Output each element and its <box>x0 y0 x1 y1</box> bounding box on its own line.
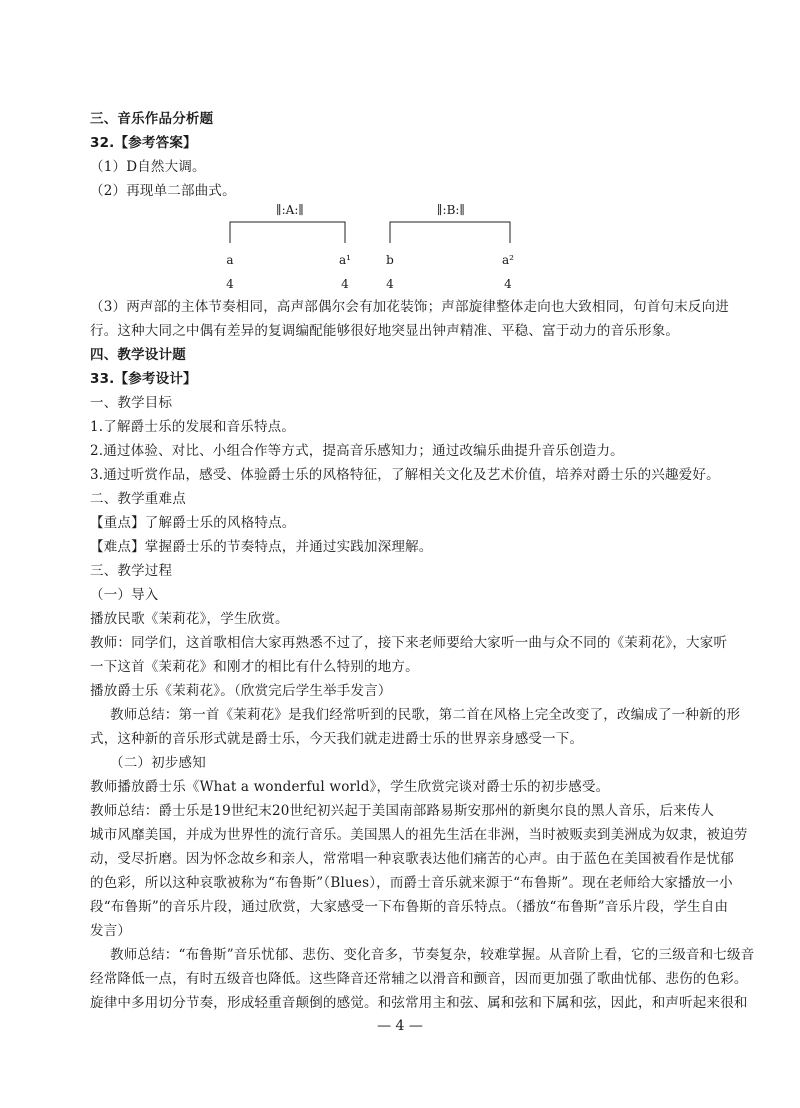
body-line: 动，受尽折磨。因为怀念故乡和亲人，常常唱一种哀歌表达他们痛苦的心声。由于蓝色在美国被看作是忧郁 <box>90 851 734 867</box>
body-line: 段“布鲁斯”的音乐片段，通过欣赏，大家感受一下布鲁斯的音乐特点。（播放“布鲁斯”音乐片段，学生自由 <box>90 899 729 915</box>
bar-count: 4 <box>386 277 394 291</box>
goal-line: 2.通过体验、对比、小组合作等方式，提高音乐感知力；通过改编乐曲提升音乐创造力。 <box>90 443 624 459</box>
key-point-line: 【重点】了解爵士乐的风格特点。 <box>90 515 296 531</box>
form-diagram <box>200 195 540 300</box>
body-line: 经常降低一点，有时五级音也降低。这些降音还常辅之以滑音和颤音，因而更加强了歌曲忧郁、悲伤的色彩。 <box>90 971 748 987</box>
goal-line: 3.通过听赏作品，感受、体验爵士乐的风格特征，了解相关文化及艺术价值，培养对爵士乐的兴趣爱好。 <box>90 467 720 483</box>
phrase-label: a <box>226 253 234 267</box>
form-brackets <box>200 195 540 300</box>
answer-line-1: （1）D自然大调。 <box>90 159 206 175</box>
body-line: 播放民歌《茉莉花》，学生欣赏。 <box>90 611 289 627</box>
bar-count: 4 <box>504 277 512 291</box>
step-heading-perception: （二）初步感知 <box>110 755 206 771</box>
phrase-label: a² <box>502 253 514 267</box>
section-a-label: ∥:A:∥ <box>276 203 304 217</box>
page-number: — 4 — <box>377 1018 423 1034</box>
body-line: 播放爵士乐《茉莉花》。（欣赏完后学生举手发言） <box>90 683 392 699</box>
body-line: 式，这种新的音乐形式就是爵士乐，今天我们就走进爵士乐的世界亲身感受一下。 <box>90 731 584 747</box>
section-heading-4: 四、教学设计题 <box>90 347 186 363</box>
difficulty-line: 【难点】掌握爵士乐的节奏特点，并通过实践加深理解。 <box>90 539 433 555</box>
step-heading-intro: （一）导入 <box>90 587 159 603</box>
phrase-label: b <box>386 253 394 267</box>
answer-line-3a: （3）两声部的主体节奏相同，高声部偶尔会有加花装饰；声部旋律整体走向也大致相同，句首句末反向进 <box>90 299 729 315</box>
section-b-label: ∥:B:∥ <box>437 203 465 217</box>
body-line: 教师总结：爵士乐是19世纪末20世纪初兴起于美国南部路易斯安那州的新奥尔良的黑人音乐，后来传人 <box>90 803 715 819</box>
body-line: 教师总结：第一首《茉莉花》是我们经常听到的民歌，第二首在风格上完全改变了，改编成了一种新的形 <box>110 707 741 723</box>
body-line: 教师播放爵士乐《What a wonderful world》，学生欣赏完谈对爵士乐的初步感受。 <box>90 779 610 795</box>
bar-count: 4 <box>341 277 349 291</box>
body-line: 教师总结：“布鲁斯”音乐忧郁、悲伤、变化音多，节奏复杂，较难掌握。从音阶上看，它的三级音和七级音 <box>110 947 755 963</box>
body-line: 发言） <box>90 923 132 939</box>
section-heading-3: 三、音乐作品分析题 <box>90 111 214 127</box>
goal-line: 1.了解爵士乐的发展和音乐特点。 <box>90 419 296 435</box>
body-line: 教师：同学们，这首歌相信大家再熟悉不过了，接下来老师要给大家听一曲与众不同的《茉莉花》，大家听 <box>90 635 728 651</box>
body-line: 的色彩，所以这种哀歌被称为“布鲁斯”（Blues），而爵士音乐就来源于“布鲁斯”。现在老师给大家播放一小 <box>90 875 733 891</box>
answer-line-2: （2）再现单二部曲式。 <box>90 183 236 199</box>
body-line: 城市风靡美国，并成为世界性的流行音乐。美国黑人的祖先生活在非洲，当时被贩卖到美洲成为奴隶，被迫劳 <box>90 827 748 843</box>
subheading-process: 三、教学过程 <box>90 563 173 579</box>
subheading-goals: 一、教学目标 <box>90 395 173 411</box>
subheading-key-points: 二、教学重难点 <box>90 491 186 507</box>
body-line: 旋律中多用切分节奏，形成轻重音颠倒的感觉。和弦常用主和弦、属和弦和下属和弦，因此，和声听起来很和 <box>90 995 748 1011</box>
bar-count: 4 <box>226 277 234 291</box>
design-heading-33: 33.【参考设计】 <box>90 371 197 387</box>
phrase-label: a¹ <box>339 253 351 267</box>
answer-heading-32: 32.【参考答案】 <box>90 135 197 151</box>
body-line: 一下这首《茉莉花》和刚才的相比有什么特别的地方。 <box>90 659 419 675</box>
answer-line-3b: 行。这种大同之中偶有差异的复调编配能够很好地突显出钟声精准、平稳、富于动力的音乐形象。 <box>90 323 680 339</box>
